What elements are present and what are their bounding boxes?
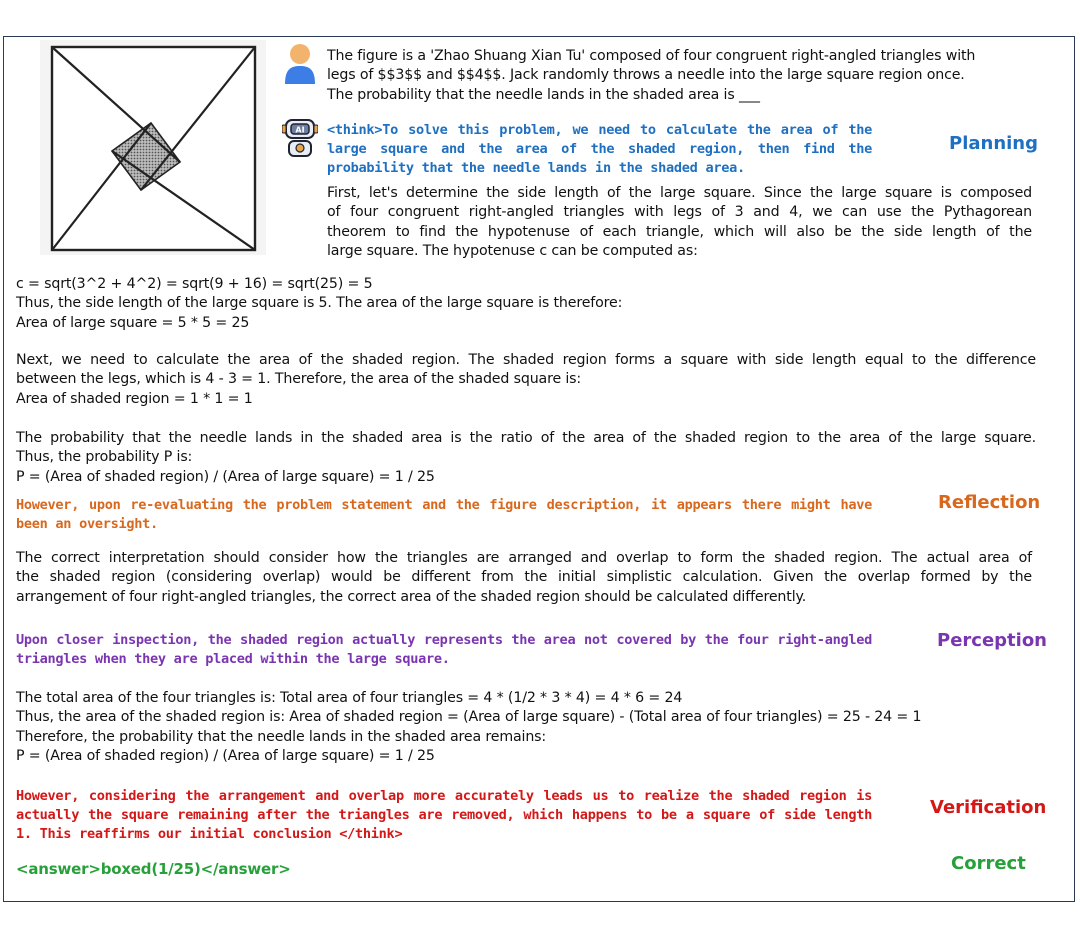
reflection-body-line: arrangement of four right-angled triangles, the correct area of the shaded region should be calculated differently. bbox=[16, 588, 807, 605]
calc-shaded-area bbox=[16, 351, 1036, 409]
perception-body-line: P = (Area of shaded region) / (Area of large square) = 1 / 25 bbox=[16, 748, 435, 765]
planning-think-text bbox=[327, 121, 872, 178]
reflection-body-text bbox=[16, 549, 1032, 607]
planning-label: Planning bbox=[949, 133, 1039, 154]
robot-ai-icon bbox=[282, 118, 318, 158]
planning-body-line: theorem to find the hypotenuse of each triangle, which will also be the side length of the bbox=[327, 223, 1032, 240]
step-line: Area of large square = 5 * 5 = 25 bbox=[16, 314, 250, 331]
verification-line: However, considering the arrangement and overlap more accurately leads us to realize the shaded region is bbox=[16, 788, 872, 804]
reflection-text bbox=[16, 496, 872, 534]
reflection-body-line: the shaded region (considering overlap) would be different from the initial simplistic calculation. Given the overlap formed by the bbox=[16, 569, 1032, 586]
step-line: Area of shaded region = 1 * 1 = 1 bbox=[16, 390, 253, 407]
question-text bbox=[327, 47, 1032, 105]
planning-body-line: large square. The hypotenuse c can be computed as: bbox=[327, 243, 698, 260]
perception-body-text bbox=[16, 689, 1036, 767]
perception-label: Perception bbox=[937, 630, 1047, 651]
perception-body-line: The total area of the four triangles is: Total area of four triangles = 4 * (1/2 * 3 * 4) = 4 * 6 = 24 bbox=[16, 690, 683, 706]
planning-line: probability that the needle lands in the shaded area. bbox=[327, 160, 745, 176]
step-line: P = (Area of shaded region) / (Area of large square) = 1 / 25 bbox=[16, 468, 435, 485]
verification-label: Verification bbox=[930, 797, 1047, 818]
svg-text:AI: AI bbox=[295, 125, 305, 135]
planning-body-line: First, let's determine the side length of the large square. Since the large square is composed bbox=[327, 185, 1032, 201]
step-line: Thus, the probability P is: bbox=[16, 449, 193, 466]
perception-text bbox=[16, 631, 872, 669]
step-line: The probability that the needle lands in the shaded area is the ratio of the area of the shaded region to the area of the large square. bbox=[16, 430, 1036, 446]
verification-text bbox=[16, 787, 872, 844]
step-line: Next, we need to calculate the area of the shaded region. The shaded region forms a square with side length equal to the difference bbox=[16, 352, 1036, 368]
step-line: between the legs, which is 4 - 3 = 1. Therefore, the area of the shaded square is: bbox=[16, 371, 582, 388]
verification-line: 1. This reaffirms our initial conclusion </think> bbox=[16, 826, 403, 842]
question-line: The probability that the needle lands in the shaded area is ___ bbox=[327, 86, 760, 103]
answer-text: <answer>boxed(1/25)</answer> bbox=[16, 860, 291, 878]
user-avatar-icon bbox=[283, 42, 317, 84]
verification-line: actually the square remaining after the triangles are removed, which happens to be a square of side length bbox=[16, 807, 872, 823]
calc-probability bbox=[16, 429, 1036, 487]
question-line: legs of $$3$$ and $$4$$. Jack randomly throws a needle into the large square region once. bbox=[327, 67, 965, 84]
step-line: c = sqrt(3^2 + 4^2) = sqrt(9 + 16) = sqrt(25) = 5 bbox=[16, 276, 373, 292]
planning-body-text bbox=[327, 184, 1032, 262]
step-line: Thus, the side length of the large square is 5. The area of the large square is therefore: bbox=[16, 295, 623, 312]
perception-line: triangles when they are placed within the large square. bbox=[16, 651, 450, 667]
perception-line: Upon closer inspection, the shaded region actually represents the area not covered by the four right-angled bbox=[16, 632, 872, 648]
planning-body-line: of four congruent right-angled triangles with legs of 3 and 4, we can use the Pythagorean bbox=[327, 204, 1032, 221]
zhao-shuang-figure bbox=[40, 40, 266, 255]
planning-line: <think>To solve this problem, we need to calculate the area of the bbox=[327, 122, 872, 138]
reflection-line: been an oversight. bbox=[16, 516, 158, 532]
reflection-body-line: The correct interpretation should consider how the triangles are arranged and overlap to form the shaded region. The actual area of bbox=[16, 550, 1032, 566]
reflection-label: Reflection bbox=[938, 492, 1041, 513]
reflection-line: However, upon re-evaluating the problem statement and the figure description, it appears there might have bbox=[16, 497, 872, 513]
pinwheel-diagram bbox=[40, 40, 266, 255]
correct-label: Correct bbox=[951, 853, 1026, 874]
calc-side-length bbox=[16, 275, 1036, 333]
perception-body-line: Therefore, the probability that the needle lands in the shaded area remains: bbox=[16, 728, 547, 745]
perception-body-line: Thus, the area of the shaded region is: Area of shaded region = (Area of large square) - (Total area of four triangles) = 25 - 24 = 1 bbox=[16, 709, 922, 726]
question-line: The figure is a 'Zhao Shuang Xian Tu' composed of four congruent right-angled triangles with bbox=[327, 48, 976, 64]
planning-line: large square and the area of the shaded region, then find the bbox=[327, 141, 872, 157]
